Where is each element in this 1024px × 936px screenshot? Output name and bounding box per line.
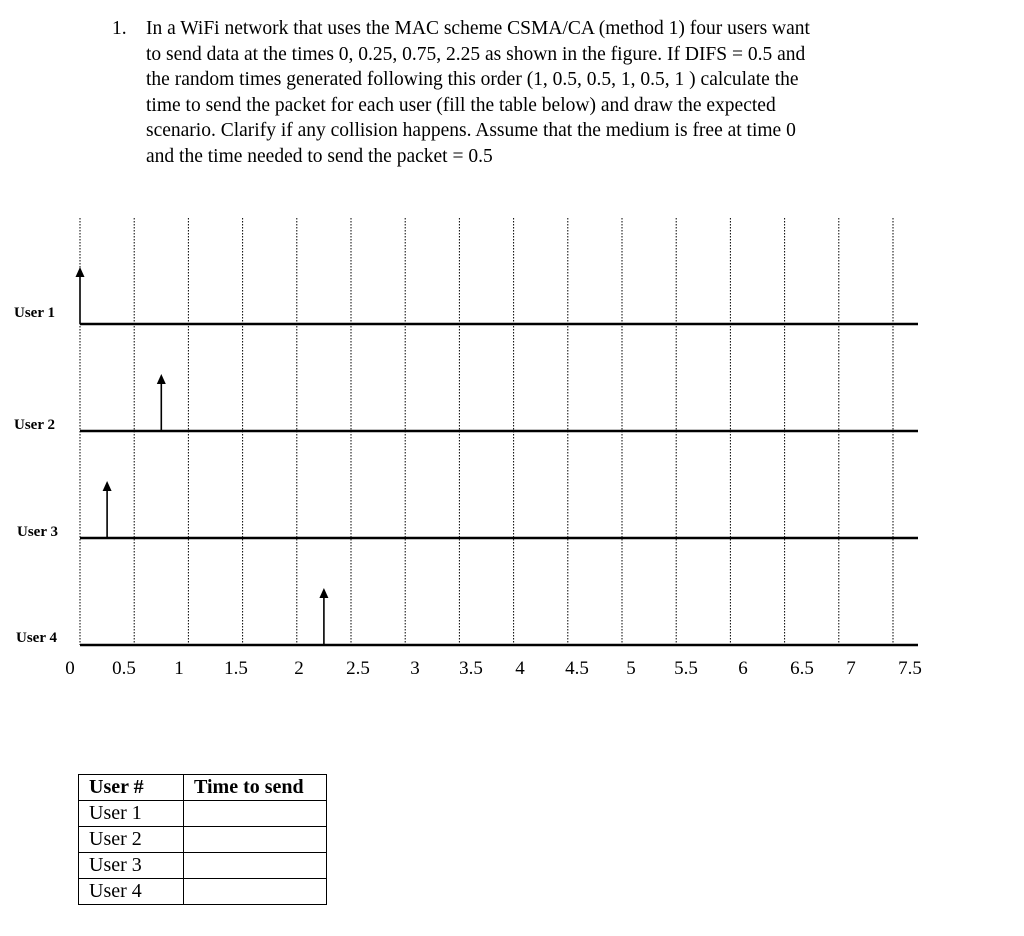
question-line: the random times generated following this order (1, 0.5, 0.5, 1, 0.5, 1 ) calculate the: [146, 69, 799, 90]
question-line: to send data at the times 0, 0.25, 0.75, 2.25 as shown in the figure. If DIFS = 0.5 and: [146, 43, 806, 65]
question-number: 1.: [112, 18, 127, 39]
arrival-arrow-user-4: [319, 588, 328, 645]
question-line: time to send the packet for each user (fill the table below) and draw the expected: [146, 94, 776, 116]
tick-label: 7: [846, 658, 856, 679]
time-to-send-cell[interactable]: [184, 853, 327, 879]
table-row: [79, 853, 327, 879]
tick-label: 1: [174, 658, 184, 679]
column-header-time-to-send: Time to send: [184, 775, 327, 801]
tick-label: 3.5: [459, 658, 483, 679]
tick-label: 1.5: [224, 658, 248, 679]
tick-label: 4.5: [565, 658, 589, 679]
answer-table: [78, 774, 327, 905]
tick-label: 6: [738, 658, 748, 679]
table-row: [79, 879, 327, 905]
table-row: [79, 827, 327, 853]
time-to-send-cell[interactable]: [184, 827, 327, 853]
tick-label: 3: [410, 658, 420, 679]
tick-label: 5.5: [674, 658, 698, 679]
arrival-arrow-user-3: [103, 481, 112, 538]
table-header-row: [79, 775, 327, 801]
user-label-2: User 2: [14, 417, 55, 433]
question-line: scenario. Clarify if any collision happens. Assume that the medium is free at time 0: [146, 120, 796, 141]
arrival-arrow-user-2: [157, 374, 166, 431]
tick-label: 4: [515, 658, 525, 679]
arrival-arrow-user-1: [76, 267, 85, 324]
user-label-4: User 4: [16, 630, 57, 646]
user-label-1: User 1: [14, 305, 55, 321]
tick-label: 0: [65, 658, 75, 679]
user-cell: User 2: [79, 827, 184, 853]
user-cell: User 3: [79, 853, 184, 879]
tick-label: 2: [294, 658, 304, 679]
question-line: and the time needed to send the packet = 0.5: [146, 145, 493, 167]
column-header-user: User #: [79, 775, 184, 801]
user-label-3: User 3: [17, 524, 58, 540]
tick-label: 5: [626, 658, 636, 679]
tick-label: 2.5: [346, 658, 370, 679]
question-line: In a WiFi network that uses the MAC scheme CSMA/CA (method 1) four users want: [146, 18, 810, 39]
user-cell: User 1: [79, 801, 184, 827]
tick-label: 6.5: [790, 658, 814, 679]
time-to-send-cell[interactable]: [184, 879, 327, 905]
tick-label: 7.5: [898, 658, 922, 679]
time-to-send-cell[interactable]: [184, 801, 327, 827]
table-row: [79, 801, 327, 827]
user-cell: User 4: [79, 879, 184, 905]
tick-label: 0.5: [112, 658, 136, 679]
